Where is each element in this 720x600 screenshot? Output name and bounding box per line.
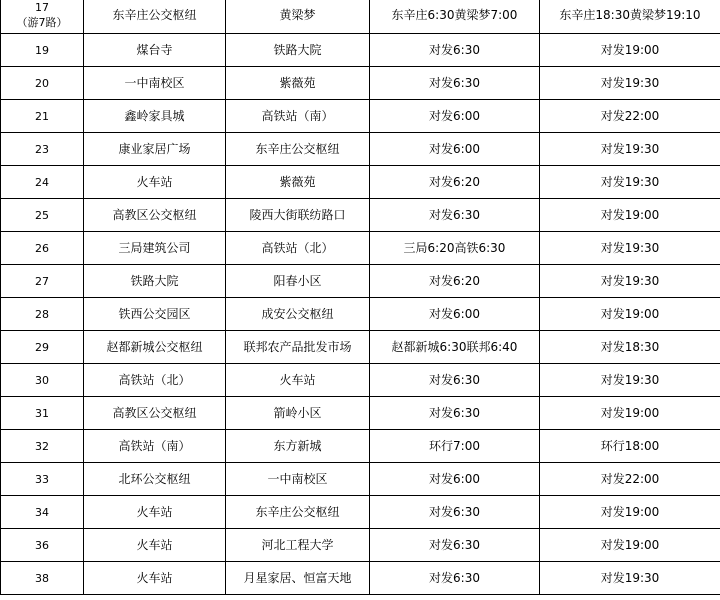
last-bus-cell xyxy=(540,100,720,133)
route-number-cell xyxy=(1,364,84,397)
start-stop-text: 三局建筑公司 xyxy=(118,240,191,255)
end-stop-cell xyxy=(226,496,370,529)
route-number-text: 21 xyxy=(35,109,49,123)
start-stop-cell xyxy=(84,100,226,133)
last-bus-text: 对发19:00 xyxy=(600,405,660,420)
start-stop-text: 煤台寺 xyxy=(136,42,173,57)
route-number-text: 19 xyxy=(35,43,49,57)
end-stop-text: 陵西大街联纺路口 xyxy=(249,207,346,222)
last-bus-text: 对发19:30 xyxy=(600,75,660,90)
last-bus-text: 东辛庄18:30黄梁梦19:10 xyxy=(559,7,701,22)
table-row xyxy=(1,298,720,331)
end-stop-cell xyxy=(226,298,370,331)
first-bus-text: 对发6:30 xyxy=(429,42,480,57)
end-stop-cell xyxy=(226,562,370,595)
route-number-text: 32 xyxy=(35,439,49,453)
start-stop-text: 康业家居广场 xyxy=(118,141,191,156)
table-row xyxy=(1,133,720,166)
start-stop-cell xyxy=(84,430,226,463)
last-bus-cell xyxy=(540,397,720,430)
table-row xyxy=(1,232,720,265)
first-bus-text: 对发6:30 xyxy=(429,537,480,552)
last-bus-cell xyxy=(540,562,720,595)
last-bus-cell xyxy=(540,232,720,265)
last-bus-text: 对发19:00 xyxy=(600,504,660,519)
last-bus-cell xyxy=(540,496,720,529)
start-stop-cell xyxy=(84,298,226,331)
start-stop-text: 鑫岭家具城 xyxy=(124,108,185,123)
table-row xyxy=(1,199,720,232)
last-bus-cell xyxy=(540,199,720,232)
last-bus-text: 对发19:30 xyxy=(600,141,660,156)
last-bus-cell xyxy=(540,0,720,34)
route-number-text: 34 xyxy=(35,505,49,519)
end-stop-cell xyxy=(226,133,370,166)
last-bus-cell xyxy=(540,298,720,331)
last-bus-text: 对发19:30 xyxy=(600,372,660,387)
start-stop-cell xyxy=(84,463,226,496)
table-row xyxy=(1,364,720,397)
end-stop-text: 黄梁梦 xyxy=(279,7,316,22)
first-bus-cell xyxy=(370,34,540,67)
table-row xyxy=(1,430,720,463)
first-bus-cell xyxy=(370,166,540,199)
last-bus-cell xyxy=(540,430,720,463)
route-number-text: 26 xyxy=(35,241,49,255)
start-stop-text: 火车站 xyxy=(136,537,173,552)
end-stop-cell xyxy=(226,529,370,562)
first-bus-cell xyxy=(370,529,540,562)
end-stop-text: 东方新城 xyxy=(273,438,322,453)
end-stop-text: 火车站 xyxy=(279,372,316,387)
route-number-cell xyxy=(1,298,84,331)
route-number-text: 33 xyxy=(35,472,49,486)
end-stop-cell xyxy=(226,397,370,430)
first-bus-text: 东辛庄6:30黄梁梦7:00 xyxy=(391,7,518,22)
start-stop-cell xyxy=(84,166,226,199)
first-bus-cell xyxy=(370,397,540,430)
last-bus-text: 对发18:30 xyxy=(600,339,660,354)
start-stop-text: 东辛庄公交枢纽 xyxy=(112,7,197,22)
route-number-text: 31 xyxy=(35,406,49,420)
first-bus-text: 对发6:30 xyxy=(429,207,480,222)
first-bus-text: 对发6:00 xyxy=(429,471,480,486)
start-stop-cell xyxy=(84,496,226,529)
start-stop-cell xyxy=(84,529,226,562)
first-bus-text: 对发6:30 xyxy=(429,75,480,90)
end-stop-text: 东辛庄公交枢纽 xyxy=(255,504,340,519)
end-stop-cell xyxy=(226,463,370,496)
first-bus-text: 对发6:30 xyxy=(429,372,480,387)
route-number-cell xyxy=(1,166,84,199)
start-stop-cell xyxy=(84,0,226,34)
end-stop-text: 一中南校区 xyxy=(267,471,328,486)
end-stop-cell xyxy=(226,364,370,397)
start-stop-cell xyxy=(84,199,226,232)
table-row xyxy=(1,397,720,430)
first-bus-cell xyxy=(370,199,540,232)
route-number-cell xyxy=(1,562,84,595)
first-bus-text: 三局6:20高铁6:30 xyxy=(403,240,506,255)
start-stop-cell xyxy=(84,265,226,298)
first-bus-cell xyxy=(370,364,540,397)
route-number-text: 28 xyxy=(35,307,49,321)
last-bus-text: 对发19:00 xyxy=(600,207,660,222)
end-stop-text: 阳春小区 xyxy=(273,273,322,288)
route-number-cell xyxy=(1,265,84,298)
first-bus-text: 对发6:30 xyxy=(429,504,480,519)
table-row xyxy=(1,265,720,298)
last-bus-cell xyxy=(540,364,720,397)
last-bus-text: 对发19:00 xyxy=(600,42,660,57)
start-stop-cell xyxy=(84,397,226,430)
last-bus-cell xyxy=(540,67,720,100)
first-bus-cell xyxy=(370,430,540,463)
end-stop-cell xyxy=(226,232,370,265)
table-row xyxy=(1,463,720,496)
end-stop-cell xyxy=(226,0,370,34)
table-row xyxy=(1,0,720,34)
first-bus-text: 赵都新城6:30联邦6:40 xyxy=(391,339,518,354)
last-bus-text: 对发19:00 xyxy=(600,537,660,552)
route-number-cell xyxy=(1,397,84,430)
first-bus-cell xyxy=(370,265,540,298)
end-stop-text: 河北工程大学 xyxy=(261,537,334,552)
route-number-text: 17 xyxy=(35,1,49,14)
first-bus-cell xyxy=(370,232,540,265)
route-number-text: 36 xyxy=(35,538,49,552)
start-stop-text: 北环公交枢纽 xyxy=(118,471,191,486)
end-stop-cell xyxy=(226,430,370,463)
start-stop-text: 铁路大院 xyxy=(130,273,179,288)
last-bus-cell xyxy=(540,265,720,298)
end-stop-text: 联邦农产品批发市场 xyxy=(243,339,352,354)
start-stop-text: 铁西公交园区 xyxy=(118,306,191,321)
start-stop-text: 火车站 xyxy=(136,570,173,585)
end-stop-text: 东辛庄公交枢纽 xyxy=(255,141,340,156)
start-stop-cell xyxy=(84,133,226,166)
table-row xyxy=(1,562,720,595)
first-bus-text: 对发6:00 xyxy=(429,141,480,156)
first-bus-cell xyxy=(370,298,540,331)
last-bus-cell xyxy=(540,331,720,364)
route-number-cell xyxy=(1,232,84,265)
start-stop-text: 火车站 xyxy=(136,504,173,519)
end-stop-cell xyxy=(226,34,370,67)
route-number-cell xyxy=(1,100,84,133)
start-stop-text: 火车站 xyxy=(136,174,173,189)
last-bus-cell xyxy=(540,34,720,67)
route-alias-text: （游7路） xyxy=(16,16,68,29)
table-row xyxy=(1,100,720,133)
last-bus-text: 对发19:30 xyxy=(600,570,660,585)
last-bus-text: 对发22:00 xyxy=(600,108,660,123)
end-stop-cell xyxy=(226,331,370,364)
first-bus-cell xyxy=(370,67,540,100)
route-number-text: 20 xyxy=(35,76,49,90)
last-bus-text: 环行18:00 xyxy=(600,438,660,453)
route-number-text: 38 xyxy=(35,571,49,585)
route-number-cell xyxy=(1,331,84,364)
end-stop-text: 铁路大院 xyxy=(273,42,322,57)
end-stop-text: 成安公交枢纽 xyxy=(261,306,334,321)
table-row xyxy=(1,529,720,562)
route-number-cell xyxy=(1,34,84,67)
table-row xyxy=(1,496,720,529)
start-stop-text: 一中南校区 xyxy=(124,75,185,90)
table-row xyxy=(1,67,720,100)
start-stop-text: 高教区公交枢纽 xyxy=(112,405,197,420)
end-stop-cell xyxy=(226,100,370,133)
start-stop-text: 赵都新城公交枢纽 xyxy=(106,339,203,354)
last-bus-text: 对发19:30 xyxy=(600,240,660,255)
end-stop-text: 月星家居、恒富天地 xyxy=(243,570,352,585)
start-stop-text: 高铁站（南） xyxy=(118,438,191,453)
last-bus-cell xyxy=(540,463,720,496)
first-bus-cell xyxy=(370,496,540,529)
route-number-cell xyxy=(1,496,84,529)
last-bus-text: 对发19:30 xyxy=(600,174,660,189)
first-bus-text: 对发6:00 xyxy=(429,108,480,123)
first-bus-cell xyxy=(370,562,540,595)
route-number-cell xyxy=(1,133,84,166)
first-bus-cell xyxy=(370,463,540,496)
route-number-cell xyxy=(1,529,84,562)
route-number-text: 23 xyxy=(35,142,49,156)
last-bus-text: 对发19:00 xyxy=(600,306,660,321)
route-number-text: 30 xyxy=(35,373,49,387)
route-number-cell xyxy=(1,430,84,463)
end-stop-cell xyxy=(226,265,370,298)
first-bus-text: 对发6:20 xyxy=(429,174,480,189)
first-bus-cell xyxy=(370,331,540,364)
end-stop-cell xyxy=(226,67,370,100)
start-stop-cell xyxy=(84,34,226,67)
end-stop-text: 紫薇苑 xyxy=(279,75,316,90)
start-stop-cell xyxy=(84,562,226,595)
start-stop-cell xyxy=(84,232,226,265)
route-number-cell xyxy=(1,463,84,496)
schedule-body xyxy=(1,0,720,595)
end-stop-text: 紫薇苑 xyxy=(279,174,316,189)
last-bus-cell xyxy=(540,166,720,199)
last-bus-text: 对发19:30 xyxy=(600,273,660,288)
table-row xyxy=(1,166,720,199)
end-stop-text: 高铁站（南） xyxy=(261,108,334,123)
route-number-text: 29 xyxy=(35,340,49,354)
route-number-cell xyxy=(1,67,84,100)
table-row xyxy=(1,331,720,364)
route-number-text: 27 xyxy=(35,274,49,288)
route-number-text: 25 xyxy=(35,208,49,222)
first-bus-cell xyxy=(370,133,540,166)
first-bus-text: 对发6:00 xyxy=(429,306,480,321)
last-bus-cell xyxy=(540,133,720,166)
route-number-cell xyxy=(1,199,84,232)
first-bus-text: 对发6:30 xyxy=(429,405,480,420)
end-stop-cell xyxy=(226,166,370,199)
end-stop-text: 箭岭小区 xyxy=(273,405,322,420)
end-stop-text: 高铁站（北） xyxy=(261,240,334,255)
first-bus-text: 对发6:30 xyxy=(429,570,480,585)
start-stop-cell xyxy=(84,364,226,397)
last-bus-cell xyxy=(540,529,720,562)
start-stop-text: 高铁站（北） xyxy=(118,372,191,387)
start-stop-cell xyxy=(84,331,226,364)
first-bus-text: 对发6:20 xyxy=(429,273,480,288)
route-number-text: 24 xyxy=(35,175,49,189)
table-row xyxy=(1,34,720,67)
first-bus-cell xyxy=(370,0,540,34)
start-stop-text: 高教区公交枢纽 xyxy=(112,207,197,222)
end-stop-cell xyxy=(226,199,370,232)
start-stop-cell xyxy=(84,67,226,100)
first-bus-text: 环行7:00 xyxy=(429,438,480,453)
first-bus-cell xyxy=(370,100,540,133)
route-number-cell xyxy=(1,0,84,34)
last-bus-text: 对发22:00 xyxy=(600,471,660,486)
